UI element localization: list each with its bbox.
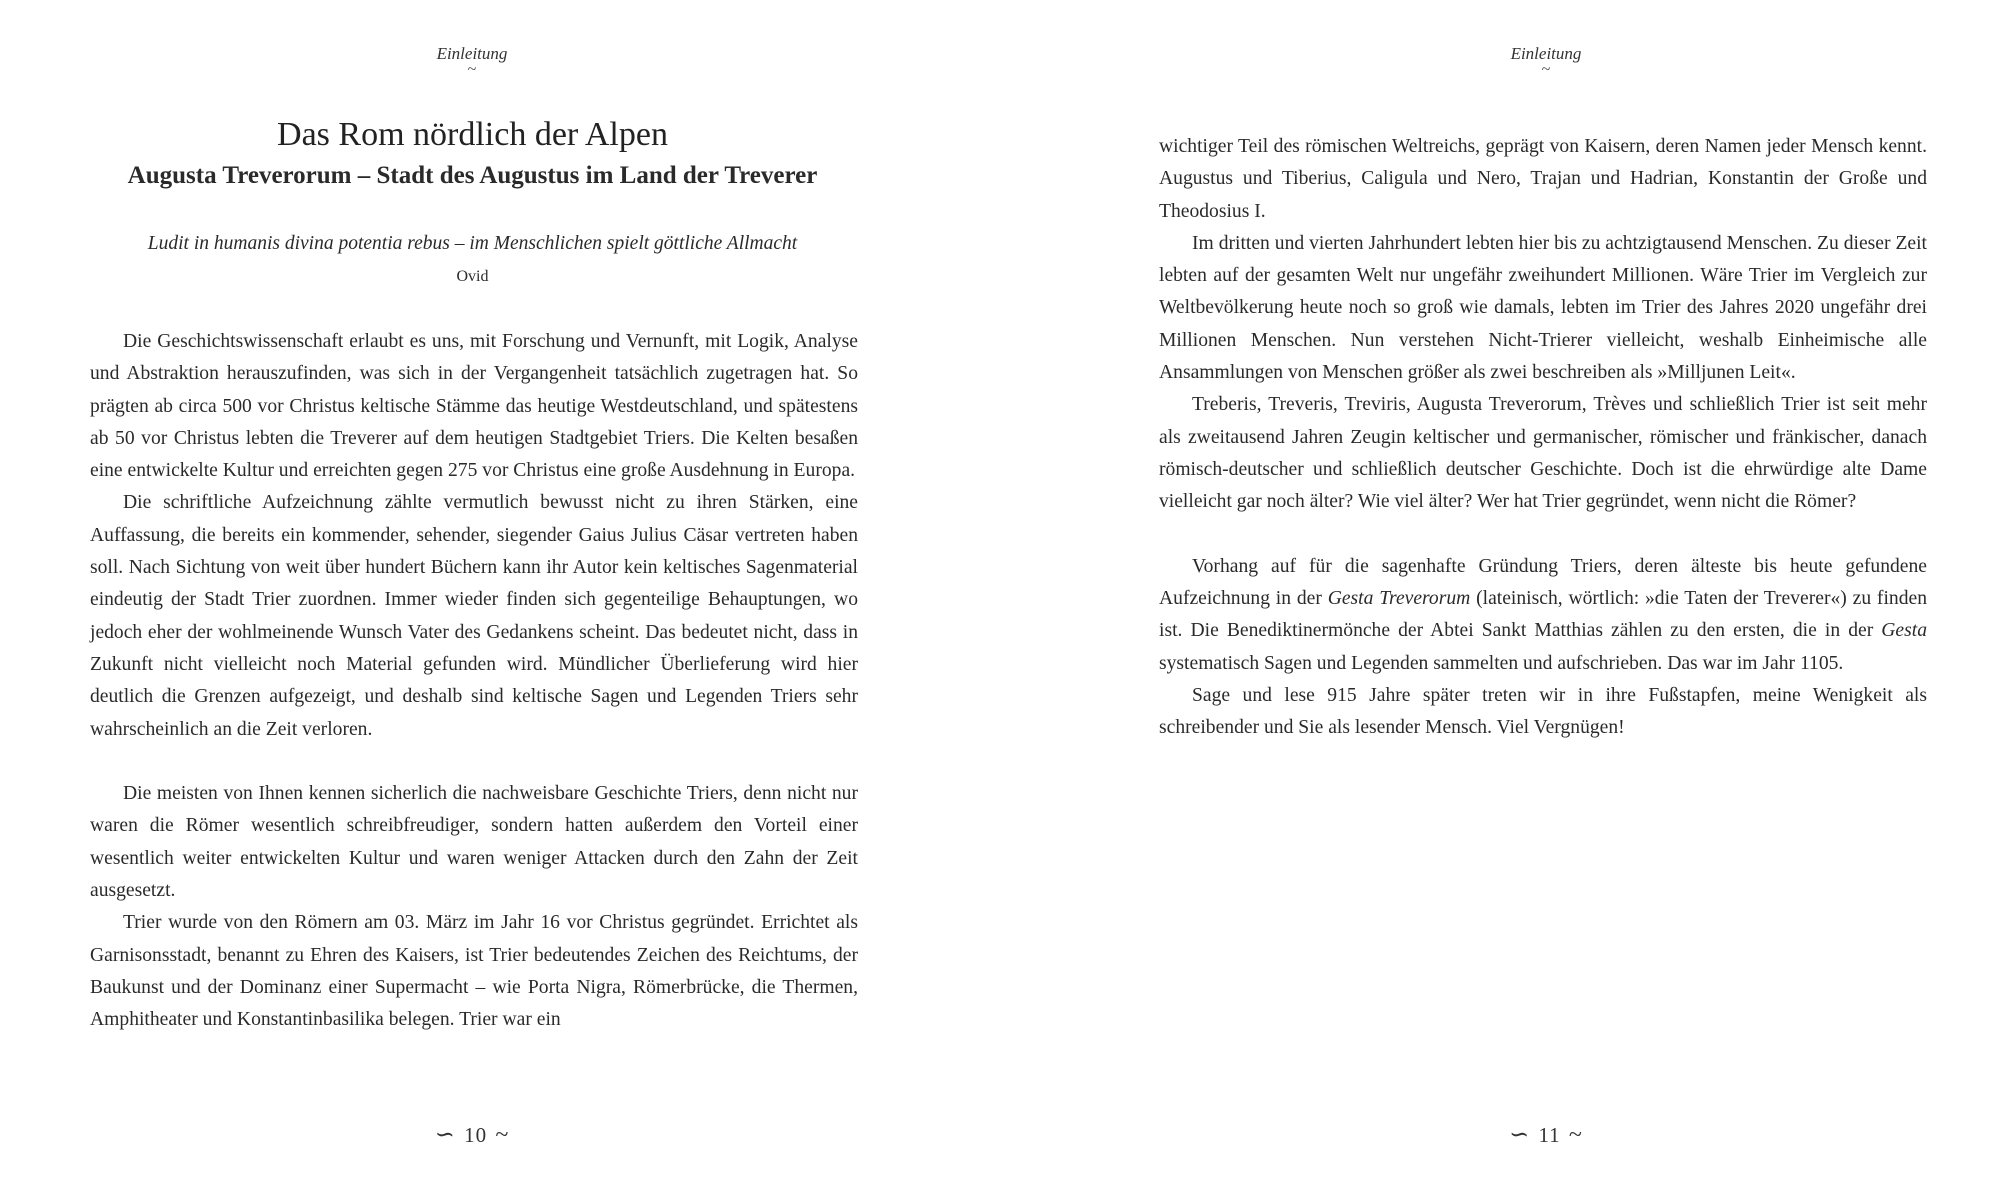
- paragraph: Sage und lese 915 Jahre später treten wir in ihre Fußstapfen, meine Wenigkeit als schreibender und Sie als lesender Mensch. Viel Vergnügen!: [1159, 685, 1927, 739]
- paragraph-text: systematisch Sagen und Legenden sammelten und aufschrieben. Das war im Jahr 1105.: [1159, 652, 1844, 674]
- paragraph: Die meisten von Ihnen kennen sicherlich die nachweisbare Geschichte Triers, denn nicht nur waren die Römer wesentlich schreibfreudiger, sondern hatten außerdem den Vorteil einer wesentlich weiter entwickelten Kultur und waren weniger Attacken durch den Zahn der Zeit ausgesetzt.: [90, 783, 858, 902]
- running-head-ornament: ~: [467, 61, 477, 78]
- paragraph: Im dritten und vierten Jahrhundert lebten hier bis zu achtzigtausend Menschen. Zu dieser Zeit lebten auf der gesamten Welt nur ungefähr zweihundert Millionen. Wäre Trier im Vergleich zur Weltbevölkerung heute noch so groß wie damals, lebten im Trier des Jahres 2020 ungefähr drei Millionen Menschen. Nun verstehen Nicht-Trierer vielleicht, weshalb Einheimische alle Ansammlungen von Menschen größer als zwei beschreiben als »Milljunen Leit«.: [1159, 232, 1927, 384]
- right-page: [1000, 0, 1999, 1200]
- paragraph: wichtiger Teil des römischen Weltreichs, geprägt von Kaisern, deren Namen jeder Mensch kennt. Augustus und Tiberius, Caligula und Nero, Trajan und Hadrian, Konstantin der Große und Theodosius I.: [1159, 136, 1927, 222]
- paragraph: Treberis, Treveris, Treviris, Augusta Treverorum, Trèves und schließlich Trier ist seit mehr als zweitausend Jahren Zeugin keltischer und germanischer, römischer und fränkischer, danach römisch-deutscher und schließlich deutscher Geschichte. Doch ist die ehrwürdige alte Dame vielleicht gar noch älter? Wie viel älter? Wer hat Trier gegründet, wenn nicht die Römer?: [1159, 394, 1927, 513]
- body-text: [1159, 131, 1927, 745]
- folio-ornament-right: ~: [1568, 1122, 1583, 1148]
- book-title-italic: Gesta: [1881, 620, 1927, 642]
- paragraph-text: (lateinisch, wörtlich: »die Taten der Treverer«) zu finden ist. Die Benediktinermönche der Abtei Sankt Matthias zählen zu den ersten, die in der: [1159, 588, 1927, 642]
- running-head: [372, 44, 572, 78]
- folio-ornament-left: ∽: [434, 1122, 456, 1148]
- running-head-text: Einleitung: [436, 44, 508, 63]
- running-head-text: Einleitung: [1510, 44, 1582, 63]
- page-number: [372, 1120, 572, 1149]
- page-number-text: 11: [1538, 1123, 1561, 1147]
- paragraph: Die schriftliche Aufzeichnung zählte vermutlich bewusst nicht zu ihren Stärken, eine Auffassung, die bereits ein kommender, sehender, siegender Gaius Julius Cäsar vertreten haben soll. Nach Sichtung von weit über hundert Büchern kann ihr Autor kein keltisches Sagenmaterial eindeutig der Stadt Trier zuordnen. Immer wieder finden sich gegenteilige Behauptungen, wo jedoch eher der wohlmeinende Wunsch Vater des Gedankens scheint. Das bedeutet nicht, dass in Zukunft nicht vielleicht noch Material gefunden wird. Mündlicher Überlieferung wird hier deutlich die Grenzen aufgezeigt, und deshalb sind keltische Sagen und Legenden Triers sehr wahrscheinlich an die Zeit verloren.: [90, 492, 858, 740]
- book-title-italic: Gesta Treverorum: [1327, 588, 1471, 610]
- body-text: [90, 326, 858, 1037]
- paragraph-text: Vorhang auf für die sagenhafte Gründung Triers, deren älteste bis heute gefundene Aufzeichnung in der: [1159, 555, 1927, 610]
- paragraph: [1159, 551, 1927, 680]
- chapter-title: Das Rom nördlich der Alpen: [277, 116, 668, 153]
- running-head: [1446, 44, 1646, 78]
- page-number: [1446, 1120, 1646, 1149]
- chapter-subtitle: Augusta Treverorum – Stadt des Augustus im Land der Treverer: [127, 162, 818, 189]
- folio-ornament-left: ∽: [1509, 1122, 1531, 1148]
- page-number-text: 10: [464, 1123, 488, 1147]
- running-head-ornament: ~: [1541, 61, 1551, 78]
- paragraph: Trier wurde von den Römern am 03. März im Jahr 16 vor Christus gegründet. Errichtet als Garnisonsstadt, benannt zu Ehren des Kaisers, ist Trier bedeutendes Zeichen des Reichtums, der Baukunst und der Dominanz einer Supermacht – wie Porta Nigra, Römerbrücke, die Thermen, Amphitheater und Konstantinbasilika belegen. Trier war ein: [90, 912, 858, 1031]
- epigraph: Ludit in humanis divina potentia rebus – im Menschlichen spielt göttliche Allmacht: [147, 233, 798, 254]
- epigraph-author: Ovid: [456, 268, 489, 285]
- left-page: [0, 0, 960, 1200]
- paragraph: Die Geschichtswissenschaft erlaubt es uns, mit Forschung und Vernunft, mit Logik, Analyse und Abstraktion herauszufinden, was sich in der Vergangenheit tatsächlich zugetragen hat. So prägten ab circa 500 vor Christus keltische Stämme das heutige Westdeutschland, und spätestens ab 50 vor Christus lebten die Treverer auf dem heutigen Stadtgebiet Triers. Die Kelten besaßen eine entwickelte Kultur und erreichten gegen 275 vor Christus eine große Ausdehnung in Europa.: [90, 331, 858, 482]
- folio-ornament-right: ~: [495, 1122, 510, 1148]
